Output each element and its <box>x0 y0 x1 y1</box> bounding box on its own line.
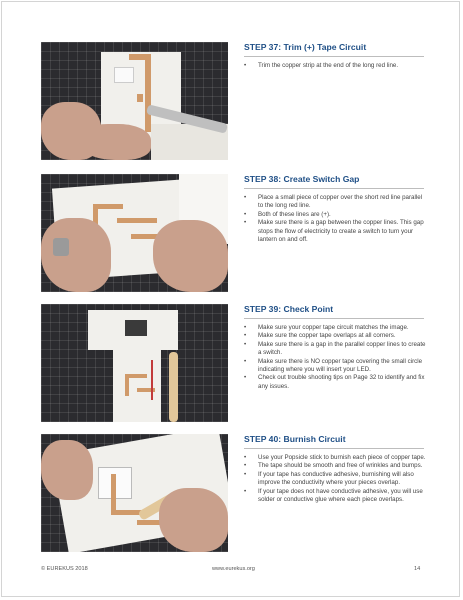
bullet-item: • Make sure the copper tape overlaps at all corners. <box>244 332 427 340</box>
footer-copyright: © EUREKUS 2018 <box>41 566 88 572</box>
bullet-item: • Make sure there is a gap between the copper lines. This gap stops the flow of electricity to create a switch to turn your lantern on and off. <box>244 219 427 244</box>
step-38 <box>244 174 427 244</box>
step-39-bullets <box>244 324 427 391</box>
bullet-item: • Trim the copper strip at the end of the long red line. <box>244 62 427 70</box>
bullet-item: • Make sure there is NO copper tape covering the small circle indicating where you will insert your LED. <box>244 358 427 375</box>
step-37 <box>244 42 427 70</box>
bullet-item: • The tape should be smooth and free of wrinkles and bumps. <box>244 462 427 470</box>
bullet-item: • If your tape does not have conductive adhesive, you will use solder or conductive glue where each piece overlaps. <box>244 488 427 505</box>
page-number: 14 <box>414 566 421 572</box>
step-40 <box>244 434 427 504</box>
bullet-item: • If your tape has conductive adhesive, burnishing will also improve the conductivity where your pieces overlap. <box>244 471 427 488</box>
step-38-divider <box>244 188 424 189</box>
step-38-photo <box>41 174 228 292</box>
bullet-item: • Make sure there is a gap in the parallel copper lines to create a switch. <box>244 341 427 358</box>
step-40-bullets <box>244 454 427 504</box>
step-39-title: STEP 39: Check Point <box>244 304 334 314</box>
step-37-bullets <box>244 62 427 70</box>
bullet-item: • Make sure your copper tape circuit matches the image. <box>244 324 427 332</box>
step-39 <box>244 304 427 391</box>
step-39-photo <box>41 304 228 422</box>
footer-url[interactable]: www.eurekus.org <box>212 566 255 572</box>
step-40-divider <box>244 448 424 449</box>
step-37-photo <box>41 42 228 160</box>
step-40-title: STEP 40: Burnish Circuit <box>244 434 346 444</box>
step-37-divider <box>244 56 424 57</box>
bullet-item: • Both of these lines are (+). <box>244 211 427 219</box>
step-40-photo <box>41 434 228 552</box>
bullet-item: • Use your Popsicle stick to burnish each piece of copper tape. <box>244 454 427 462</box>
step-37-title: STEP 37: Trim (+) Tape Circuit <box>244 42 367 52</box>
step-39-divider <box>244 318 424 319</box>
step-38-title: STEP 38: Create Switch Gap <box>244 174 360 184</box>
step-38-bullets <box>244 194 427 244</box>
bullet-item: • Place a small piece of copper over the short red line parallel to the long red line. <box>244 194 427 211</box>
bullet-item: • Check out trouble shooting tips on Page 32 to identify and fix any issues. <box>244 374 427 391</box>
